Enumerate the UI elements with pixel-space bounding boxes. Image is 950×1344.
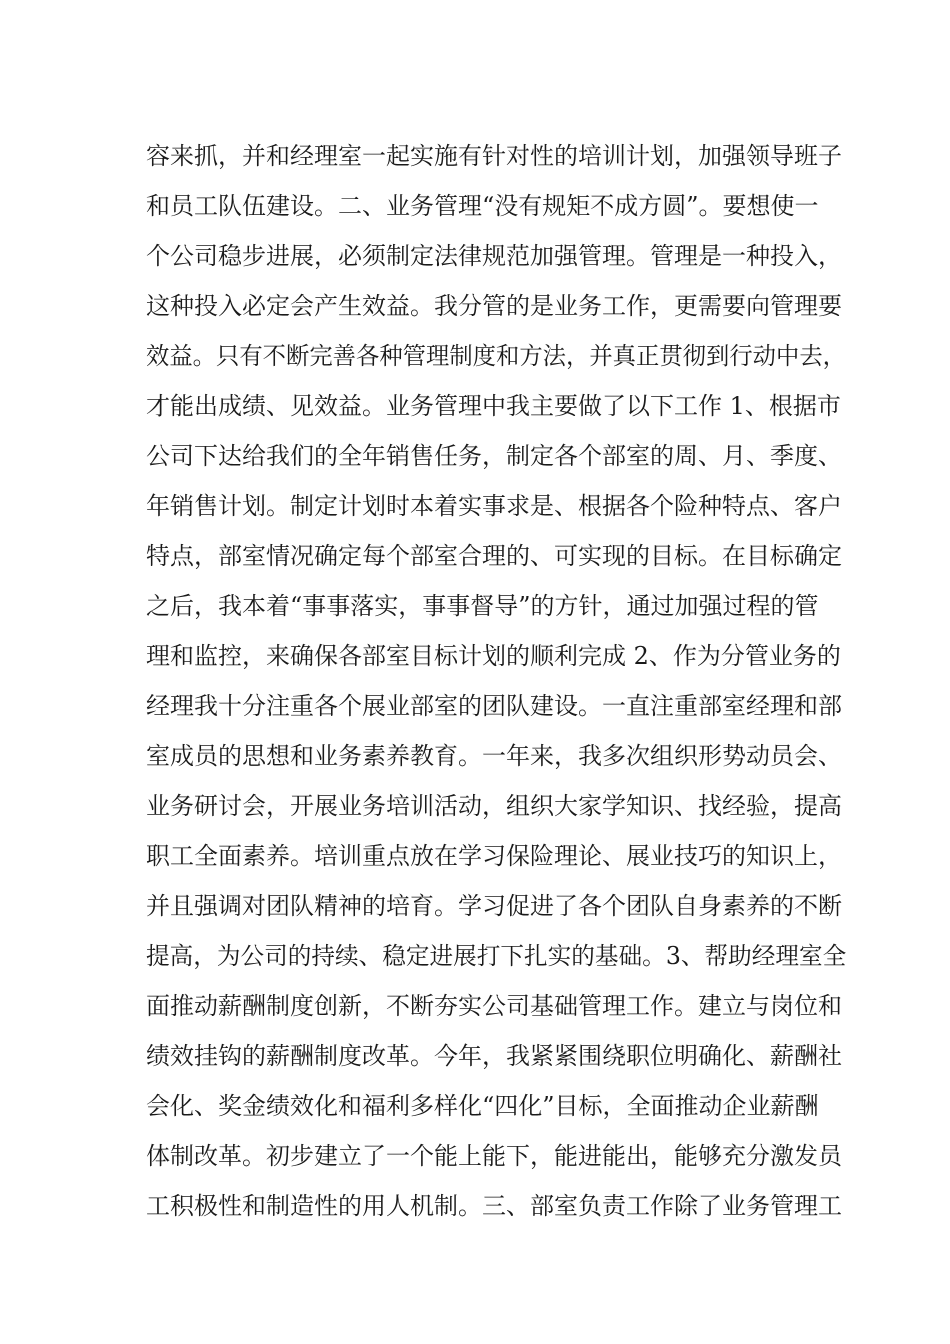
text-line: 提高，为公司的持续、稳定进展打下扎实的基础。3、帮助经理室全 — [146, 942, 847, 970]
body-text — [146, 131, 846, 1231]
text-line: 会化、奖金绩效化和福利多样化“四化”目标，全面推动企业薪酬 — [146, 1092, 819, 1120]
text-line: 经理我十分注重各个展业部室的团队建设。一直注重部室经理和部 — [146, 692, 842, 720]
text-line: 工积极性和制造性的用人机制。三、部室负责工作除了业务管理工 — [146, 1192, 842, 1220]
text-line: 年销售计划。制定计划时本着实事求是、根据各个险种特点、客户 — [146, 492, 842, 520]
text-line: 效益。只有不断完善各种管理制度和方法，并真正贯彻到行动中去， — [146, 342, 846, 370]
text-line: 理和监控，来确保各部室目标计划的顺利完成 2、作为分管业务的 — [146, 642, 841, 670]
text-line: 体制改革。初步建立了一个能上能下，能进能出，能够充分激发员 — [146, 1142, 842, 1170]
text-line: 和员工队伍建设。二、业务管理“没有规矩不成方圆”。要想使一 — [146, 192, 819, 220]
text-line: 这种投入必定会产生效益。我分管的是业务工作，更需要向管理要 — [146, 292, 842, 320]
text-line: 容来抓，并和经理室一起实施有针对性的培训计划，加强领导班子 — [146, 142, 842, 170]
text-line: 绩效挂钩的薪酬制度改革。今年，我紧紧围绕职位明确化、薪酬社 — [146, 1042, 842, 1070]
text-line: 职工全面素养。培训重点放在学习保险理论、展业技巧的知识上， — [146, 842, 842, 870]
text-line: 面推动薪酬制度创新，不断夯实公司基础管理工作。建立与岗位和 — [146, 992, 842, 1020]
text-line: 个公司稳步进展，必须制定法律规范加强管理。管理是一种投入， — [146, 242, 842, 270]
text-line: 之后，我本着“事事落实，事事督导”的方针，通过加强过程的管 — [146, 592, 819, 620]
text-line: 并且强调对团队精神的培育。学习促进了各个团队自身素养的不断 — [146, 892, 842, 920]
text-line: 室成员的思想和业务素养教育。一年来，我多次组织形势动员会、 — [146, 742, 842, 770]
text-line: 业务研讨会，开展业务培训活动，组织大家学知识、找经验，提高 — [146, 792, 842, 820]
text-line: 特点，部室情况确定每个部室合理的、可实现的目标。在目标确定 — [146, 542, 842, 570]
text-line: 公司下达给我们的全年销售任务，制定各个部室的周、月、季度、 — [146, 442, 842, 470]
text-line: 才能出成绩、见效益。业务管理中我主要做了以下工作 1、根据市 — [146, 392, 841, 420]
